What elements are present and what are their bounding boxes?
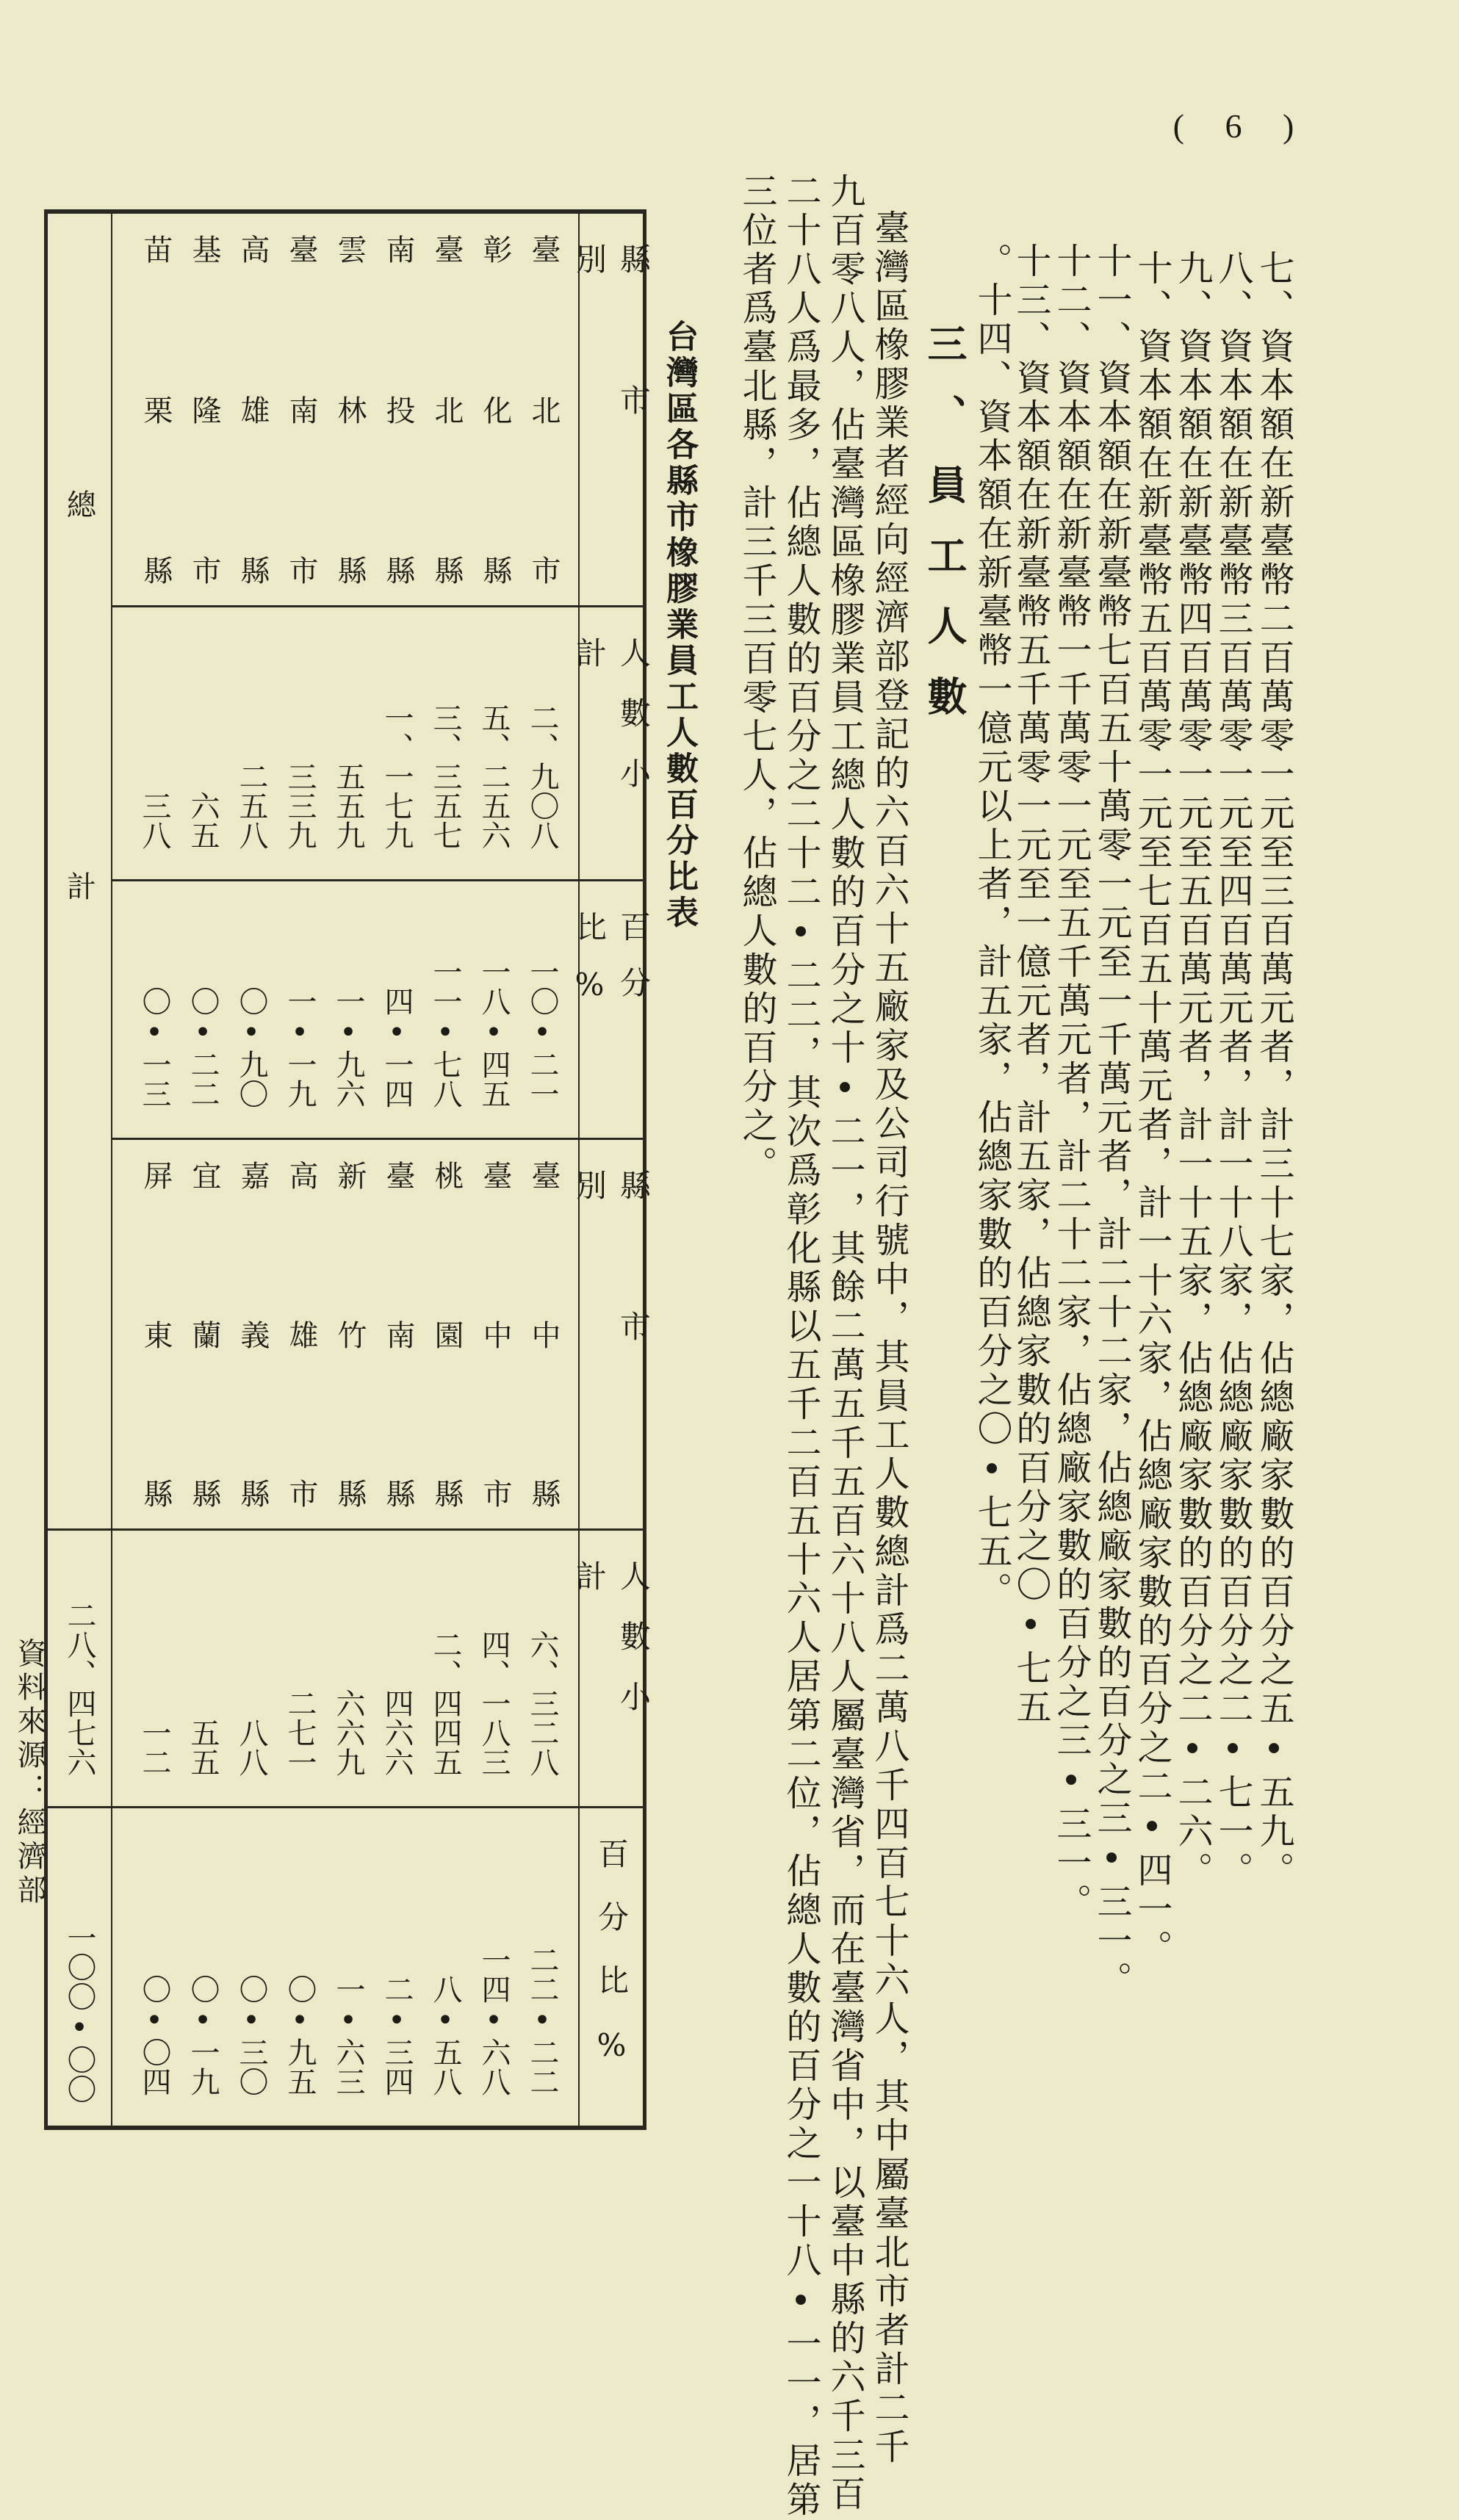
employees-paragraph-col-4: 三位者爲臺北縣，計三千三百零七人，佔總人數的百分之。: [736, 173, 777, 1185]
percent-cell: 一•一九: [283, 986, 317, 1108]
count-cell: 二、四四五: [428, 1630, 462, 1777]
source-note: 資料來源：經濟部: [12, 1638, 46, 1908]
capital-item-10: 十、資本額在新臺幣五百萬零一元至七百五十萬元者，計一十六家，佔總廠家數的百分之二•四一。: [1131, 250, 1172, 1968]
region-name: 臺 北 市: [527, 234, 561, 585]
block2-names: [112, 1140, 586, 1528]
employee-percentage-table: [44, 209, 652, 2130]
count-cell: 八八: [234, 1718, 268, 1777]
percent-cell: 一四•六八: [477, 1945, 511, 2096]
header-region-1: 縣市別: [572, 243, 652, 525]
count-cell: 一二: [137, 1718, 171, 1777]
percent-cell: 一一•七八: [428, 957, 462, 1108]
count-cell: 三、三五七: [428, 703, 462, 850]
percent-cell: 〇•九〇: [234, 986, 268, 1108]
region-name: 屏 東 縣: [139, 1160, 173, 1508]
capital-item-7: 七、資本額在新臺幣二百萬零一元至三百萬元者，計三十七家，佔總廠家數的百分之五•五九。: [1253, 250, 1294, 1891]
block1-percents: [112, 881, 586, 1138]
percent-cell: 〇•〇四: [137, 1974, 171, 2096]
region-name: 高 雄 市: [284, 1160, 318, 1508]
capital-item-9: 九、資本額在新臺幣四百萬零一元至五百萬元者，計一十五家，佔總廠家數的百分之二•二六。: [1172, 250, 1213, 1891]
region-name: 南 投 縣: [381, 234, 415, 585]
percent-cell: 〇•一九: [186, 1974, 220, 2096]
percent-cell: 一•九六: [331, 986, 365, 1108]
total-count: 二八、四七六: [62, 1600, 96, 1777]
block2-counts: [112, 1531, 586, 1806]
header-count-1: 人數小計: [572, 637, 652, 817]
region-name: 臺 中 市: [478, 1160, 512, 1508]
percent-cell: 〇•九五: [283, 1974, 317, 2096]
page-number: ( 6 ): [1172, 107, 1311, 145]
block2-percents: [112, 1808, 586, 2126]
count-cell: 三三九: [283, 762, 317, 850]
percent-cell: 一〇•二一: [525, 957, 559, 1108]
capital-item-11: 十一、資本額在新臺幣七百五十萬零一元至一千萬元者，計二十二家，佔總廠家數的百分之三•三一。: [1091, 242, 1132, 2000]
region-name: 高 雄 縣: [236, 234, 270, 585]
total-percent: 一〇〇•〇〇: [62, 1923, 96, 2104]
region-name: 宜 蘭 縣: [187, 1160, 221, 1508]
section-heading-employees: 三、員工人數: [921, 323, 968, 746]
region-name: 彰 化 縣: [478, 234, 512, 585]
region-name: 新 竹 縣: [333, 1160, 367, 1508]
table-title: 台灣區各縣市橡膠業員工人數百分比表: [660, 319, 698, 931]
count-cell: 四六六: [380, 1689, 414, 1777]
region-name: 苗 栗 縣: [139, 234, 173, 585]
count-cell: 六五: [186, 791, 220, 850]
header-percent-2: 百分比%: [594, 1838, 630, 2095]
count-cell: 一、一七九: [380, 703, 414, 850]
region-name: 臺 南 縣: [381, 1160, 415, 1508]
count-cell: 六六九: [331, 1689, 365, 1777]
employees-paragraph-col-2: 九百零八人，佔臺灣區橡膠業員工總人數的百分之十•二一，其餘二萬五千五百六十八人屬臺灣省，而在臺灣省中，以臺中縣的六千三百: [824, 173, 865, 2514]
percent-cell: 〇•三〇: [234, 1974, 268, 2096]
count-cell: 六、三二八: [525, 1630, 559, 1777]
count-cell: 二七一: [283, 1689, 317, 1777]
capital-item-12: 十二、資本額在新臺幣一千萬零一元至五千萬元者，計二十二家，佔總廠家數的百分之三•三一。: [1051, 242, 1092, 1922]
header-percent-1: 百分比%: [572, 911, 652, 1028]
region-name: 基 隆 市: [187, 234, 221, 585]
percent-cell: 八•五八: [428, 1974, 462, 2096]
percent-cell: 一八•四五: [477, 957, 511, 1108]
capital-item-14: 。十四、資本額在新臺幣一億元以上者，計五家，佔總家數的百分之〇•七五。: [971, 242, 1012, 1611]
header-region-2: 縣市別: [572, 1169, 652, 1451]
header-count-2: 人數小計: [572, 1560, 652, 1741]
percent-cell: 二•三四: [380, 1974, 414, 2096]
percent-cell: 四•一四: [380, 986, 414, 1108]
region-name: 雲 林 縣: [333, 234, 367, 585]
region-name: 嘉 義 縣: [236, 1160, 270, 1508]
region-name: 臺 中 縣: [527, 1160, 561, 1508]
employees-paragraph-col-3: 二十八人爲最多，佔總人數的百分之二十二•二二，其次爲彰化縣以五千二百五十六人居第二位，佔總人數的百分之一十八•一一，居第: [780, 173, 821, 2520]
count-cell: 二五八: [234, 762, 268, 850]
capital-item-13: 十三、資本額在新臺幣五千萬零一元至一億元者，計五家，佔總家數的百分之〇•七五: [1010, 242, 1051, 1727]
percent-cell: 〇•一三: [137, 986, 171, 1108]
total-label: 總計: [62, 489, 96, 1253]
count-cell: 四、一八三: [477, 1630, 511, 1777]
percent-cell: 一•六三: [331, 1974, 365, 2096]
count-cell: 五五: [186, 1718, 220, 1777]
region-name: 臺 南 市: [284, 234, 318, 585]
capital-item-8: 八、資本額在新臺幣三百萬零一元至四百萬元者，計一十八家，佔總廠家數的百分之二•七一。: [1212, 250, 1253, 1891]
employees-paragraph-col-1: 臺灣區橡膠業者經向經濟部登記的六百六十五廠家及公司行號中，其員工人數總計爲二萬八千四百七十六人，其中屬臺北市者計二千: [868, 209, 909, 2467]
block1-counts: [112, 607, 586, 879]
region-name: 臺 北 縣: [430, 234, 464, 585]
percent-cell: 〇•二二: [186, 986, 220, 1108]
count-cell: 二、九〇八: [525, 703, 559, 850]
percent-cell: 二二•二二: [525, 1945, 559, 2096]
count-cell: 五五九: [331, 762, 365, 850]
region-name: 桃 園 縣: [430, 1160, 464, 1508]
count-cell: 五、二五六: [477, 703, 511, 850]
count-cell: 三八: [137, 791, 171, 850]
block1-names: [112, 214, 586, 605]
